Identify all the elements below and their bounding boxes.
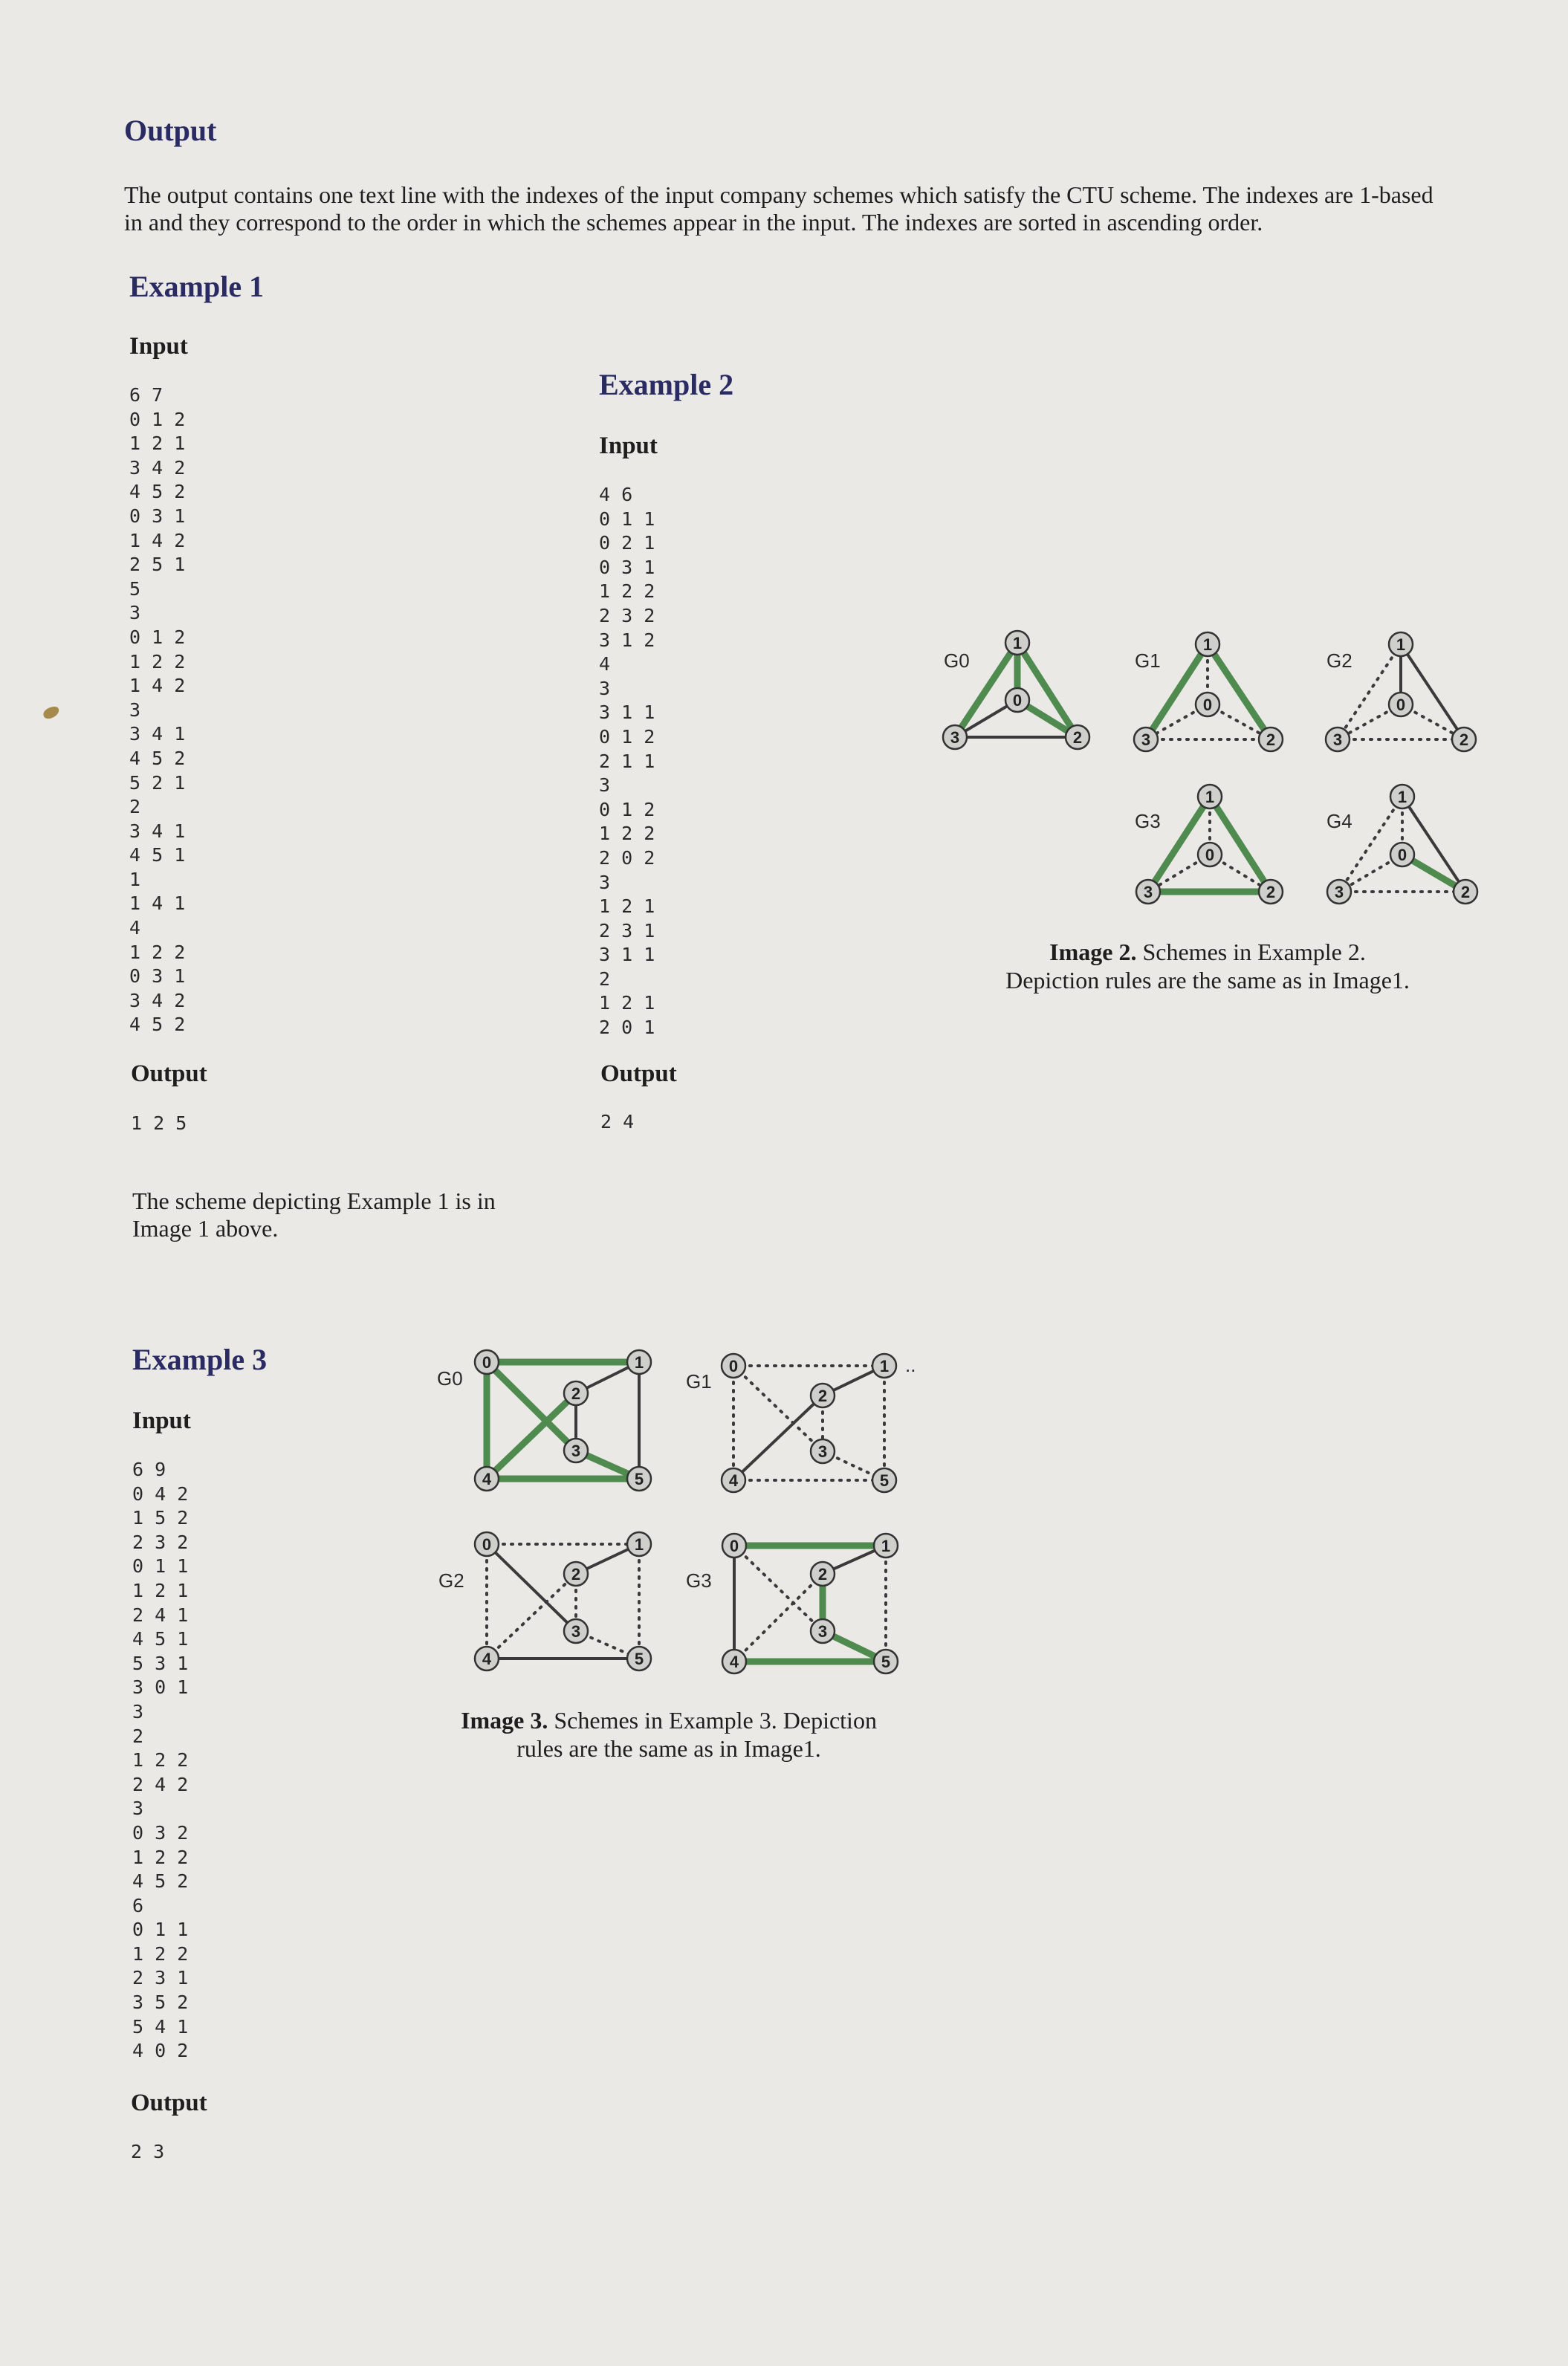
image3-graph-g3 [686, 1534, 898, 1673]
image3-caption-bold: Image 3. [461, 1707, 548, 1734]
output-heading: Output [124, 114, 217, 147]
example3-title: Example 3 [132, 1343, 268, 1376]
svg-text:3: 3 [1334, 883, 1344, 901]
svg-text:1: 1 [1396, 635, 1406, 654]
svg-text:1: 1 [634, 1535, 644, 1554]
image2-graphs [929, 617, 1494, 914]
image2-label-g2: G2 [1326, 649, 1352, 672]
example2-input-label: Input [599, 432, 658, 459]
image3-caption [435, 1706, 903, 1763]
image2-caption-rest: Schemes in Example 2. [1136, 939, 1366, 965]
svg-text:5: 5 [634, 1650, 644, 1668]
svg-text:0: 0 [1205, 846, 1215, 864]
image3-stray-mark: .. [905, 1354, 916, 1376]
image3-label-g1: G1 [686, 1370, 712, 1393]
example3-input-block: 6 9 0 4 2 1 5 2 2 3 2 0 1 1 1 2 1 2 4 1 4 5 1 5 3 1 3 0 1 3 2 1 2 2 2 4 2 3 0 3 2 1 2 2 4 5 2 6 0 1 1 1 2 2 2 3 1 3 5 2 5 4 1 4 0 2 [132, 1459, 189, 2062]
example2-output-block: 2 4 [600, 1111, 635, 1132]
example2-title: Example 2 [599, 368, 734, 401]
image2-caption-bold: Image 2. [1049, 939, 1137, 965]
svg-text:1: 1 [634, 1353, 644, 1372]
example3-output-label: Output [131, 2090, 207, 2116]
image3-caption-rest: Schemes in Example 3. Depiction [548, 1707, 877, 1734]
svg-text:4: 4 [729, 1653, 739, 1671]
image2-label-g3: G3 [1135, 810, 1161, 832]
example1-note-line1: The scheme depicting Example 1 is in [132, 1187, 496, 1214]
svg-text:2: 2 [1266, 730, 1276, 749]
example2-output-label: Output [600, 1060, 677, 1087]
image2-label-g1: G1 [1135, 649, 1161, 672]
image2-caption [966, 938, 1449, 994]
svg-text:5: 5 [881, 1653, 891, 1671]
paper-speck [42, 705, 60, 721]
svg-text:2: 2 [1459, 730, 1469, 749]
svg-text:3: 3 [817, 1442, 828, 1461]
image2-graph-g2 [1326, 632, 1476, 751]
svg-text:4: 4 [482, 1650, 492, 1668]
svg-text:3: 3 [571, 1442, 581, 1460]
svg-text:1: 1 [879, 1357, 890, 1375]
svg-text:0: 0 [482, 1535, 492, 1554]
svg-text:0: 0 [1012, 691, 1023, 710]
svg-text:1: 1 [881, 1537, 891, 1555]
image3-label-g0: G0 [437, 1367, 463, 1390]
svg-text:1: 1 [1205, 788, 1215, 806]
svg-text:5: 5 [879, 1471, 890, 1490]
svg-text:1: 1 [1012, 634, 1023, 652]
example1-title: Example 1 [129, 270, 265, 303]
output-description-line1: The output contains one text line with the indexes of the input company schemes which satisfy the CTU scheme. The indexes are 1-based [124, 181, 1433, 208]
svg-text:3: 3 [950, 728, 960, 747]
svg-text:3: 3 [1143, 883, 1153, 901]
image2-graph-g4 [1326, 785, 1477, 904]
svg-text:3: 3 [571, 1622, 581, 1641]
svg-text:0: 0 [482, 1353, 492, 1372]
image3-label-g3: G3 [686, 1569, 712, 1592]
svg-text:2: 2 [571, 1565, 581, 1584]
svg-text:1: 1 [1202, 635, 1213, 654]
example1-note-line2: Image 1 above. [132, 1215, 279, 1242]
svg-text:0: 0 [1397, 846, 1407, 864]
image2-graph-g1 [1134, 632, 1283, 751]
svg-text:2: 2 [1072, 728, 1083, 747]
example3-input-label: Input [132, 1407, 191, 1434]
example2-input-block: 4 6 0 1 1 0 2 1 0 3 1 1 2 2 2 3 2 3 1 2 4 3 3 1 1 0 1 2 2 1 1 3 0 1 2 1 2 2 2 0 2 3 1 2 1 2 3 1 3 1 1 2 1 2 1 2 0 1 [599, 484, 655, 1039]
image3-label-g2: G2 [438, 1569, 464, 1592]
svg-text:2: 2 [817, 1387, 828, 1405]
svg-text:4: 4 [482, 1470, 492, 1488]
svg-text:0: 0 [1202, 696, 1213, 714]
svg-text:3: 3 [1141, 730, 1151, 749]
image2-label-g0: G0 [944, 649, 970, 672]
image3-graph-g1 [686, 1354, 916, 1492]
image2-graph-g0 [943, 631, 1089, 749]
svg-text:3: 3 [1332, 730, 1343, 749]
svg-text:4: 4 [728, 1471, 739, 1490]
example1-input-block: 6 7 0 1 2 1 2 1 3 4 2 4 5 2 0 3 1 1 4 2 2 5 1 5 3 0 1 2 1 2 2 1 4 2 3 3 4 1 4 5 2 5 2 1 2 3 4 1 4 5 1 1 1 4 1 4 1 2 2 0 3 1 3 4 2 4 5 2 [129, 384, 186, 1036]
svg-text:1: 1 [1397, 788, 1407, 806]
svg-text:0: 0 [728, 1357, 739, 1375]
image2-caption-line2: Depiction rules are the same as in Image1. [1005, 967, 1410, 994]
svg-text:2: 2 [571, 1384, 581, 1403]
svg-text:2: 2 [1460, 883, 1471, 901]
image2-label-g4: G4 [1326, 810, 1352, 832]
svg-text:0: 0 [729, 1537, 739, 1555]
svg-text:2: 2 [1266, 883, 1276, 901]
image3-graph-g0 [437, 1350, 651, 1491]
svg-text:2: 2 [817, 1565, 828, 1584]
example1-output-block: 1 2 5 [131, 1112, 187, 1134]
example3-output-block: 2 3 [131, 2141, 165, 2162]
image2-graph-g3 [1135, 785, 1283, 904]
example1-output-label: Output [131, 1060, 207, 1087]
image3-caption-line2: rules are the same as in Image1. [516, 1735, 821, 1762]
image3-graphs [431, 1338, 951, 1687]
example1-input-label: Input [129, 333, 188, 360]
image3-graph-g2 [438, 1532, 651, 1670]
svg-text:5: 5 [634, 1470, 644, 1488]
output-description-line2: in and they correspond to the order in which the schemes appear in the input. The indexes are sorted in ascending order. [124, 209, 1263, 236]
svg-text:0: 0 [1396, 696, 1406, 714]
svg-text:3: 3 [817, 1622, 828, 1641]
